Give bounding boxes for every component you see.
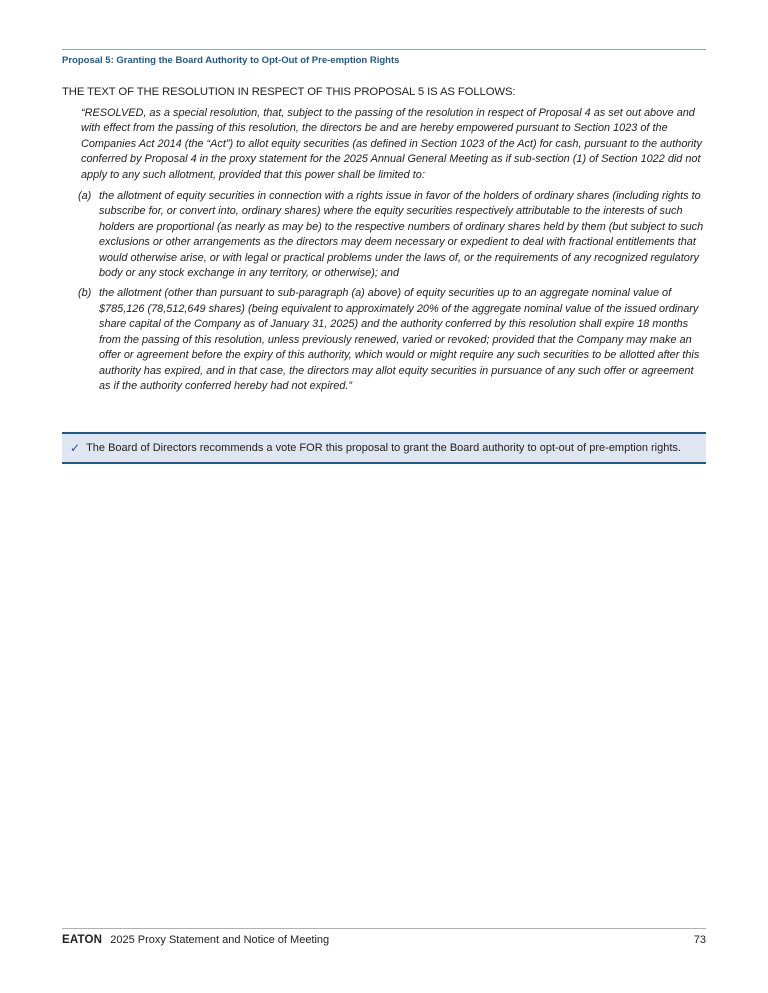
document-title: 2025 Proxy Statement and Notice of Meeting <box>110 934 330 946</box>
brand-logo: EATON <box>62 934 103 946</box>
clause-label: (b) <box>78 287 92 300</box>
recommendation-box <box>62 432 706 464</box>
resolution-content <box>62 86 706 399</box>
footer-divider <box>62 928 706 929</box>
header-divider <box>62 49 706 50</box>
resolution-text: “RESOLVED, as a special resolution, that, subject to the passing of the resolution in respect of Proposal 4 as set out above and with effect from the passing of this resolution, the directors be and are hereby empowered pursuant to Section 1023 of the Companies Act 2014 (the “Act”) to allot equity securities (as defined in Section 1023 of the Act) for cash, pursuant to the authority conferred by Proposal 4 in the proxy statement for the 2025 Annual General Meeting as if sub-section (1) of Section 1022 did not apply to any such allotment, provided that this power shall be limited to: <box>81 107 702 181</box>
recommendation-text: The Board of Directors recommends a vote FOR this proposal to grant the Board authority to opt-out of pre-emption rights. <box>86 442 681 454</box>
clause-a <box>62 189 706 281</box>
resolution-heading: THE TEXT OF THE RESOLUTION IN RESPECT OF THIS PROPOSAL 5 IS AS FOLLOWS: <box>62 86 516 98</box>
checkmark-icon: ✓ <box>70 441 81 455</box>
page-number: 73 <box>693 934 706 946</box>
clause-text: the allotment (other than pursuant to sub-paragraph (a) above) of equity securities up to an aggregate nominal value of $785,126 (78,512,649 shares) (being equivalent to approximately 20% of the aggregate nominal value of the issued ordinary share capital of the Company as of January 31, 2025) and the authority conferred by this resolution shall expire 18 months from the passing of this resolution, unless previously renewed, varied or revoked; provided that the Company may make an offer or agreement before the expiry of this authority, which would or might require any such securities to be allotted after this authority has expired, and in that case, the directors may allot equity securities in pursuance of any such offer or agreement as if the authority conferred hereby had not expired.” <box>99 287 700 392</box>
clause-label: (a) <box>78 190 92 203</box>
clause-text: the allotment of equity securities in connection with a rights issue in favor of the holders of ordinary shares (including rights to subscribe for, or convert into, ordinary shares) where the equity securities respectively attributable to the interests of such holders are proportional (as nearly as may be) to the respective numbers of ordinary shares held by them (but subject to such exclusions or other arrangements as the directors may deem necessary or expedient to deal with fractional entitlements that would otherwise arise, or with legal or practical problems under the laws of, or the requirements of any recognized regulatory body or any stock exchange in any territory, or otherwise); and <box>99 190 704 280</box>
page-footer <box>62 934 706 946</box>
section-title: Proposal 5: Granting the Board Authority to Opt-Out of Pre-emption Rights <box>62 55 400 66</box>
clause-b <box>62 286 706 394</box>
